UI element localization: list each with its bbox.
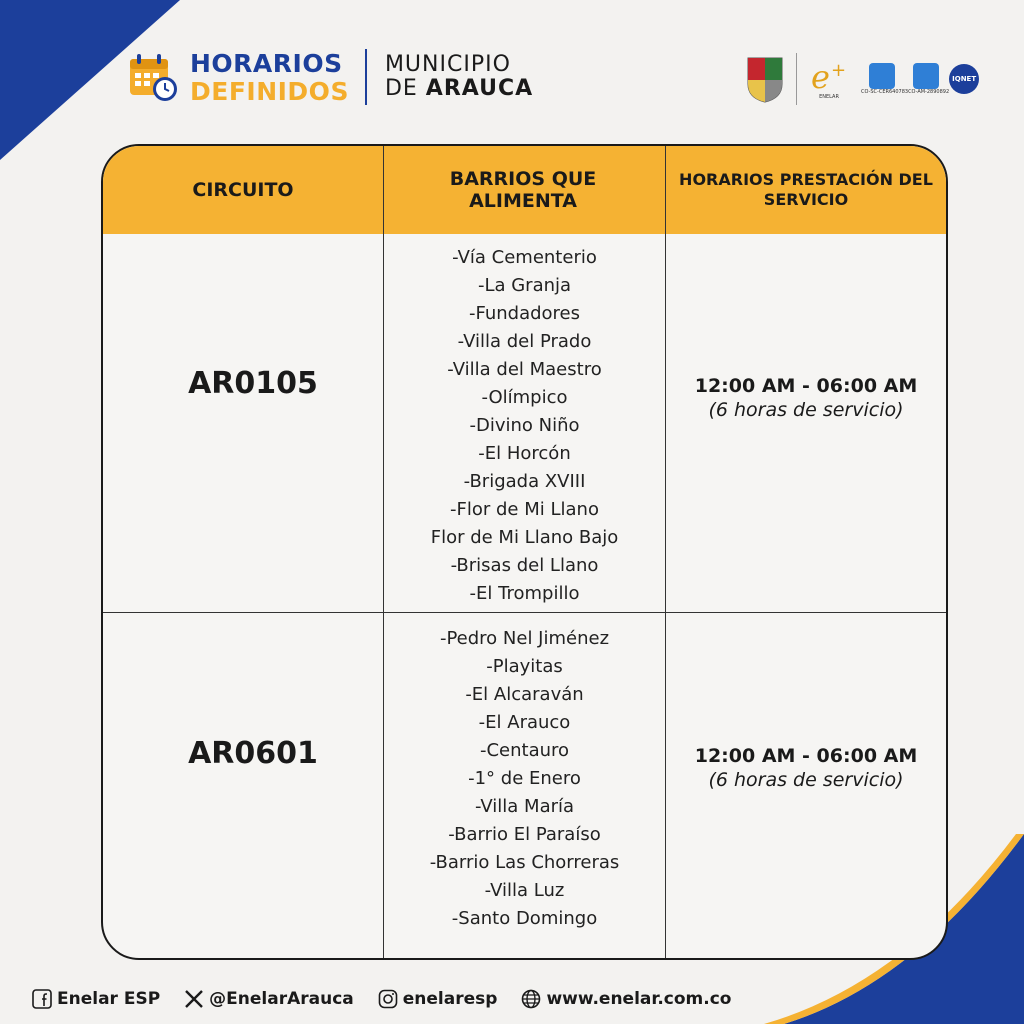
barrio-item: -Brisas del Llano xyxy=(450,555,599,576)
municipality-title xyxy=(385,53,533,101)
barrio-item: Flor de Mi Llano Bajo xyxy=(430,527,619,548)
barrio-item: -Olímpico xyxy=(481,387,568,408)
barrio-item: -El Horcón xyxy=(478,443,571,464)
barrio-item: -Divino Niño xyxy=(469,415,580,436)
barrio-item: -La Granja xyxy=(477,275,572,296)
calendar-clock-icon xyxy=(128,51,180,103)
barrio-item: -Playitas xyxy=(486,656,563,677)
facebook-link[interactable] xyxy=(32,989,160,1009)
svg-text:e: e xyxy=(811,58,830,94)
globe-icon xyxy=(521,989,541,1009)
icontec-cert-1: CO-SC-CER640783 xyxy=(861,63,908,95)
barrio-item: -Barrio Las Chorreras xyxy=(429,852,620,873)
schedule-table xyxy=(101,144,948,960)
municipality-line-2: DE ARAUCA xyxy=(384,76,534,101)
x-link[interactable] xyxy=(184,989,354,1009)
icontec-icon xyxy=(869,63,895,89)
barrio-item: -Villa María xyxy=(474,796,575,817)
barrio-item: -Centauro xyxy=(479,740,570,761)
barrio-item: -Fundadores xyxy=(468,303,581,324)
header-divider xyxy=(365,49,367,105)
row-divider xyxy=(103,612,946,613)
service-hours xyxy=(666,744,946,792)
barrio-item: -Santo Domingo xyxy=(451,908,598,929)
column-divider xyxy=(665,146,666,958)
instagram-handle: enelaresp xyxy=(402,989,498,1009)
barrio-item: -El Arauco xyxy=(478,712,571,733)
enelar-caption: ENELAR xyxy=(819,94,839,100)
barrio-item: -Villa del Prado xyxy=(457,331,592,352)
header-barrios: BARRIOS QUE ALIMENTA xyxy=(449,168,597,212)
municipality-name: ARAUCA xyxy=(425,76,534,101)
svg-text:+: + xyxy=(831,60,847,81)
enelar-logo xyxy=(807,58,851,100)
facebook-icon xyxy=(32,989,52,1009)
circuit-code: AR0601 xyxy=(188,736,318,771)
website-url: www.enelar.com.co xyxy=(546,989,732,1009)
enelar-e-icon xyxy=(807,58,851,94)
barrio-item: -Barrio El Paraíso xyxy=(448,824,601,845)
municipality-line-1: MUNICIPIO xyxy=(384,51,511,77)
header xyxy=(128,42,533,112)
hours-range: 12:00 AM - 06:00 AM xyxy=(694,375,918,397)
brand-line-2: DEFINIDOS xyxy=(190,76,349,106)
barrio-item: -Brigada XVIII xyxy=(463,471,586,492)
x-handle: @EnelarArauca xyxy=(209,989,354,1009)
website-link[interactable] xyxy=(521,989,731,1009)
brand-title xyxy=(190,48,349,106)
social-footer xyxy=(32,984,756,1014)
barrios-list xyxy=(384,625,665,933)
partner-logos xyxy=(744,50,984,108)
instagram-icon xyxy=(378,989,398,1009)
barrio-item: -El Alcaraván xyxy=(465,684,584,705)
barrios-list xyxy=(384,244,665,608)
service-hours xyxy=(666,374,946,422)
hours-duration: (6 horas de servicio) xyxy=(708,399,904,421)
header-horarios: HORARIOS PRESTACIÓN DEL SERVICIO xyxy=(679,170,933,209)
arauca-shield-logo xyxy=(744,54,786,104)
header-circuito: CIRCUITO xyxy=(192,179,294,201)
logo-divider xyxy=(796,53,797,105)
barrio-item: -El Trompillo xyxy=(469,583,580,604)
icontec-cert-2: CO-AM-2890892 xyxy=(908,63,949,95)
hours-duration: (6 horas de servicio) xyxy=(708,769,904,791)
brand-line-1: HORARIOS xyxy=(190,48,343,78)
barrio-item: -Villa del Maestro xyxy=(447,359,602,380)
barrio-item: -1° de Enero xyxy=(468,768,581,789)
hours-range: 12:00 AM - 06:00 AM xyxy=(694,745,918,767)
facebook-handle: Enelar ESP xyxy=(57,989,161,1009)
iqnet-logo: IQNET xyxy=(949,64,979,94)
barrio-item: -Pedro Nel Jiménez xyxy=(439,628,610,649)
barrio-item: -Flor de Mi Llano xyxy=(450,499,599,520)
icontec-icon xyxy=(913,63,939,89)
x-icon xyxy=(184,989,204,1009)
circuit-code: AR0105 xyxy=(188,366,318,401)
barrio-item: -Vía Cementerio xyxy=(452,247,597,268)
instagram-link[interactable] xyxy=(378,989,498,1009)
barrio-item: -Villa Luz xyxy=(484,880,565,901)
